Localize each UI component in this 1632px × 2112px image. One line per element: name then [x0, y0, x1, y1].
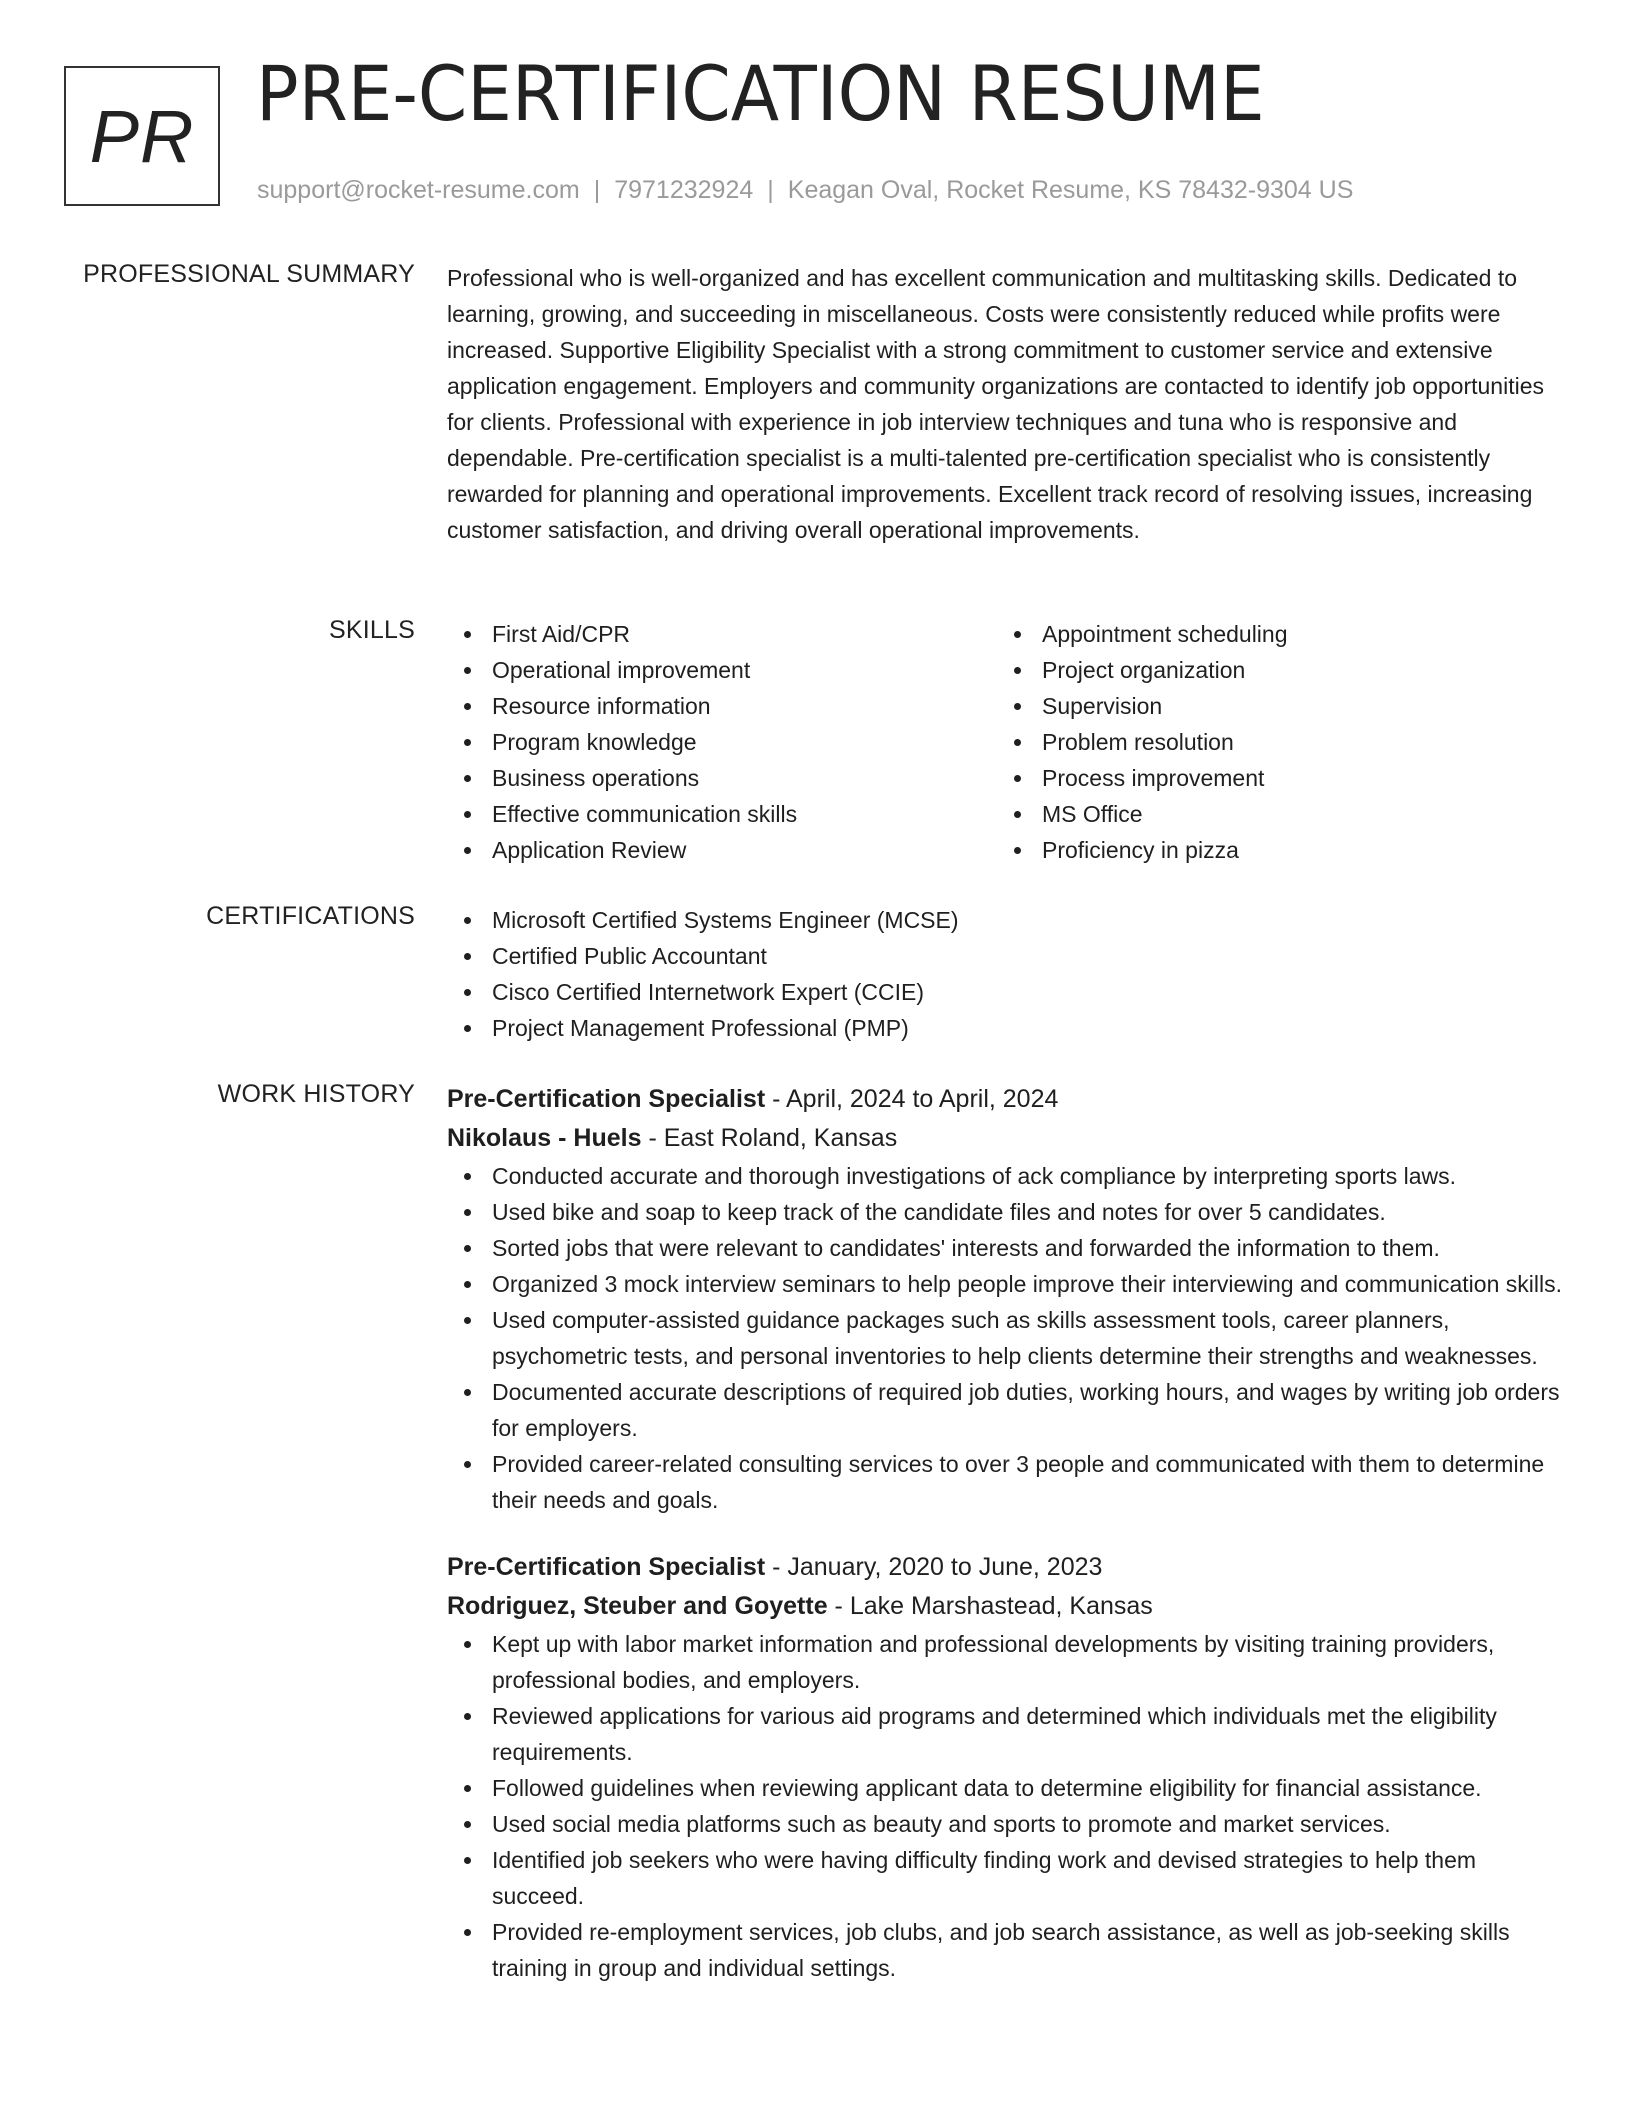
- monogram-logo: PR: [64, 66, 220, 206]
- job-duties-list: [447, 1158, 1572, 1518]
- job-duty-item: Documented accurate descriptions of required job duties, working hours, and wages by writing job orders for employers.: [447, 1374, 1572, 1446]
- section-heading: CERTIFICATIONS: [206, 902, 415, 930]
- job-duty-item: Conducted accurate and thorough investigations of ack compliance by interpreting sports laws.: [447, 1158, 1572, 1194]
- skill-item: Proficiency in pizza: [997, 832, 1547, 868]
- skill-item: Process improvement: [997, 760, 1547, 796]
- skills-list-right: [997, 616, 1547, 868]
- page-title: PRE-CERTIFICATION RESUME: [256, 49, 1265, 138]
- job-company-line: [447, 1119, 1572, 1158]
- skills-grid: [447, 616, 1572, 868]
- certification-item: Certified Public Accountant: [447, 938, 1572, 974]
- job-dates: - April, 2024 to April, 2024: [765, 1085, 1059, 1113]
- job-duty-item: Organized 3 mock interview seminars to help people improve their interviewing and communication skills.: [447, 1266, 1572, 1302]
- skill-item: Resource information: [447, 688, 997, 724]
- job-entry: [447, 1080, 1572, 1518]
- job-duty-item: Provided re-employment services, job clubs, and job search assistance, as well as job-seeking skills training in group and individual settings.: [447, 1914, 1572, 1986]
- job-duty-item: Identified job seekers who were having difficulty finding work and devised strategies to help them succeed.: [447, 1842, 1572, 1914]
- contact-email[interactable]: support@rocket-resume.com: [257, 176, 580, 204]
- skill-item: Problem resolution: [997, 724, 1547, 760]
- job-company: Rodriguez, Steuber and Goyette: [447, 1592, 828, 1620]
- job-duty-item: Kept up with labor market information and professional developments by visiting training providers, professional bodies, and employers.: [447, 1626, 1572, 1698]
- job-company: Nikolaus - Huels: [447, 1124, 642, 1152]
- certifications-body: [447, 902, 1572, 1046]
- job-duty-item: Provided career-related consulting services to over 3 people and communicated with them to determine their needs and goals.: [447, 1446, 1572, 1518]
- job-location: - East Roland, Kansas: [641, 1124, 898, 1152]
- work-history-body: [447, 1080, 1572, 2016]
- certification-item: Microsoft Certified Systems Engineer (MCSE): [447, 902, 1572, 938]
- job-duty-item: Used bike and soap to keep track of the candidate files and notes for over 5 candidates.: [447, 1194, 1572, 1230]
- job-duty-item: Followed guidelines when reviewing applicant data to determine eligibility for financial assistance.: [447, 1770, 1572, 1806]
- section-heading: PROFESSIONAL SUMMARY: [83, 260, 415, 288]
- job-location: - Lake Marshastead, Kansas: [827, 1592, 1153, 1620]
- job-duty-item: Used social media platforms such as beauty and sports to promote and market services.: [447, 1806, 1572, 1842]
- job-company-line: [447, 1587, 1572, 1626]
- skills-list-left: [447, 616, 997, 868]
- contact-line: [257, 176, 1353, 205]
- skill-item: Application Review: [447, 832, 997, 868]
- job-duty-item: Used computer-assisted guidance packages such as skills assessment tools, career planners, psychometric tests, and personal inventories to help clients determine their strengths and weaknesses.: [447, 1302, 1572, 1374]
- skill-item: Operational improvement: [447, 652, 997, 688]
- certification-item: Project Management Professional (PMP): [447, 1010, 1572, 1046]
- certification-item: Cisco Certified Internetwork Expert (CCIE): [447, 974, 1572, 1010]
- skill-item: Project organization: [997, 652, 1547, 688]
- contact-address: Keagan Oval, Rocket Resume, KS 78432-9304 US: [787, 176, 1354, 204]
- skill-item: First Aid/CPR: [447, 616, 997, 652]
- job-duty-item: Reviewed applications for various aid programs and determined which individuals met the eligibility requirements.: [447, 1698, 1572, 1770]
- section-heading: WORK HISTORY: [217, 1080, 415, 1108]
- skill-item: Supervision: [997, 688, 1547, 724]
- contact-phone[interactable]: 7971232924: [614, 176, 754, 204]
- job-entry: [447, 1548, 1572, 1986]
- skill-item: Program knowledge: [447, 724, 997, 760]
- job-title-line: [447, 1080, 1572, 1119]
- skill-item: Business operations: [447, 760, 997, 796]
- section-heading: SKILLS: [329, 616, 415, 644]
- job-title-line: [447, 1548, 1572, 1587]
- skill-item: Effective communication skills: [447, 796, 997, 832]
- job-title: Pre-Certification Specialist: [447, 1085, 766, 1113]
- contact-separator: |: [593, 176, 601, 204]
- job-duties-list: [447, 1626, 1572, 1986]
- contact-separator: |: [767, 176, 774, 204]
- skill-item: Appointment scheduling: [997, 616, 1547, 652]
- job-dates: - January, 2020 to June, 2023: [765, 1553, 1103, 1581]
- job-duty-item: Sorted jobs that were relevant to candidates' interests and forwarded the information to them.: [447, 1230, 1572, 1266]
- certifications-list: [447, 902, 1572, 1046]
- job-title: Pre-Certification Specialist: [447, 1553, 766, 1581]
- summary-text: Professional who is well-organized and has excellent communication and multitasking skills. Dedicated to learning, growing, and succeeding in miscellaneous. Costs were consistently reduced while profits were increased. Supportive Eligibility Specialist with a strong commitment to customer service and extensive application engagement. Employers and community organizations are contacted to identify job opportunities for clients. Professional with experience in job interview techniques and tuna who is responsive and dependable. Pre-certification specialist is a multi-talented pre-certification specialist who is consistently rewarded for planning and operational improvements. Excellent track record of resolving issues, increasing customer satisfaction, and driving overall operational improvements.: [447, 265, 1544, 543]
- skill-item: MS Office: [997, 796, 1547, 832]
